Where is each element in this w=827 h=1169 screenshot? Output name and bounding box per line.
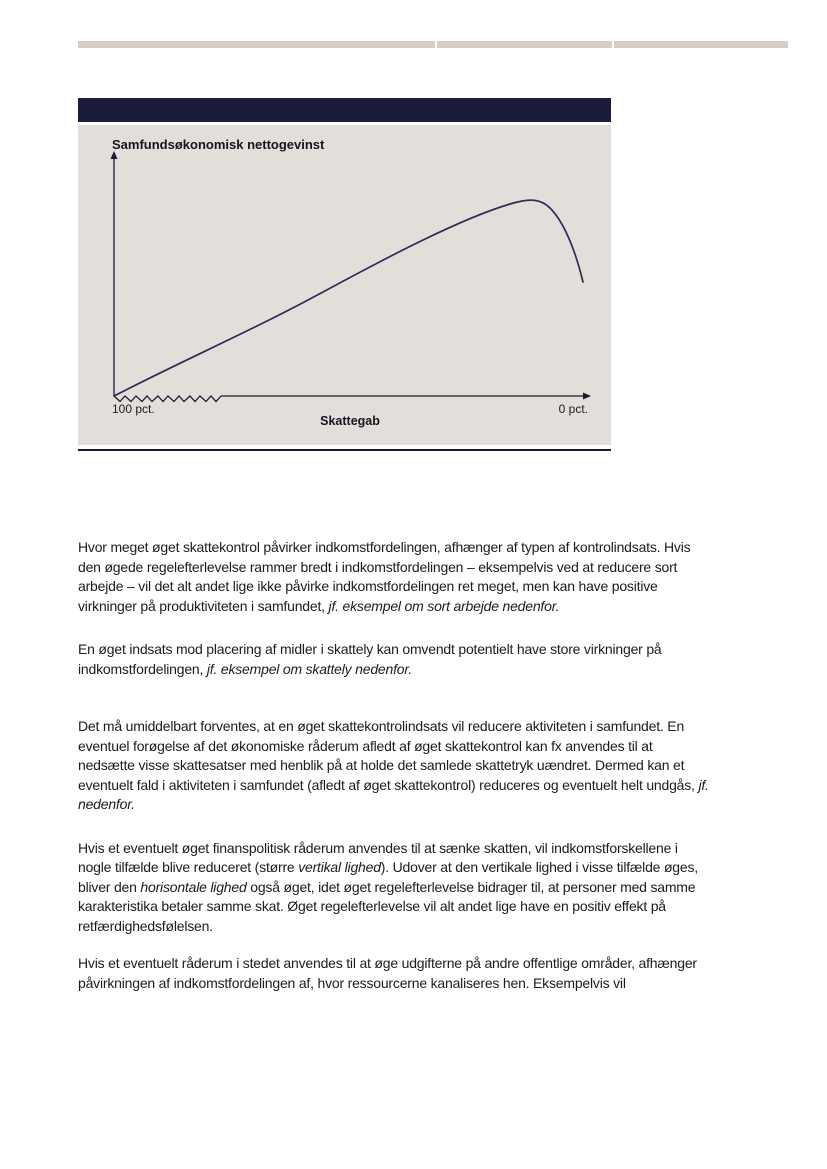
x-axis-arrow-icon — [583, 393, 591, 400]
paragraph-text-italic: vertikal lighed — [298, 859, 381, 875]
paragraph-text-italic: jf. nedenfor. — [78, 776, 709, 812]
top-rule — [78, 41, 788, 48]
paragraph — [78, 717, 710, 815]
net-gain-curve — [114, 200, 583, 396]
top-rule-segment — [614, 41, 788, 48]
x-tick-100pct: 100 pct. — [112, 402, 155, 416]
paragraph — [78, 640, 710, 679]
paragraph-text-italic: jf. eksempel om skattely nedenfor. — [206, 660, 413, 677]
paragraph — [78, 954, 710, 993]
x-axis-label: Skattegab — [320, 414, 380, 428]
x-tick-0pct: 0 pct. — [558, 402, 588, 416]
paragraph-text: Hvor meget øget skattekontrol påvirker indkomstfordelingen, afhænger af typen af kontrolindsats. Hvis den øgede regelefterlevelse rammer bredt i indkomstfordelingen – eksempelvis ved at reducere sort arbejde – vil det alt andet lige ikke påvirke indkomstfordelingen ret meget, men kan have positive virkninger på produktiviteten i samfundet, — [78, 539, 691, 614]
paragraph-text-italic: horisontale lighed — [140, 878, 247, 895]
paragraph-text-italic: jf. eksempel om sort arbejde nedenfor. — [328, 597, 560, 614]
figure — [78, 98, 611, 451]
figure-bottom-rule — [78, 449, 611, 451]
paragraph-text: Hvis et eventuelt øget finanspolitisk råderum anvendes til at sænke skatten, vil indkomstforskellene i nogle tilfælde blive reduceret (større — [78, 839, 678, 875]
figure-plot-panel — [78, 125, 611, 445]
y-axis-label: Samfundsøkonomisk nettogevinst — [112, 137, 325, 152]
paragraph-text: ). Udover at den vertikale lighed i visse tilfælde øges, bliver den — [78, 859, 698, 895]
paragraph-text: også øget, idet øget regelefterlevelse bidrager til, at personer med samme karakteristika betaler samme skat. Øget regelefterlevelse vil alt andet lige have en positiv effekt på retfærdighedsfølelsen. — [78, 878, 696, 934]
paragraph-text: Det må umiddelbart forventes, at en øget skattekontrolindsats vil reducere aktiviteten i samfundet. En eventuel forøgelse af det økonomiske råderum afledt af øget skattekontrol kan fx anvendes til at nedsætte visse skattesatser med henblik på at holde det samlede skattetryk uændret. Dermed kan et eventuelt fald i aktiviteten i samfundet (afledt af øget skattekontrol) reduceres og eventuelt helt undgås, — [78, 718, 699, 793]
figure-title-bar — [78, 98, 611, 122]
top-rule-segment — [437, 41, 612, 48]
body-text — [78, 538, 710, 993]
y-axis-arrow-icon — [111, 151, 118, 159]
paragraph-text: En øget indsats mod placering af midler i skattely kan omvendt potentielt have store virkninger på indkomstfordelingen, — [78, 641, 662, 677]
paragraph — [78, 839, 710, 937]
paragraph — [78, 538, 710, 616]
laffer-style-chart — [78, 125, 611, 445]
broken-axis-zigzag — [114, 396, 221, 402]
top-rule-segment — [78, 41, 435, 48]
paragraph-text: Hvis et eventuelt råderum i stedet anvendes til at øge udgifterne på andre offentlige områder, afhænger påvirkningen af indkomstfordelingen af, hvor ressourcerne kanaliseres hen. Eksempelvis vil — [78, 955, 697, 991]
